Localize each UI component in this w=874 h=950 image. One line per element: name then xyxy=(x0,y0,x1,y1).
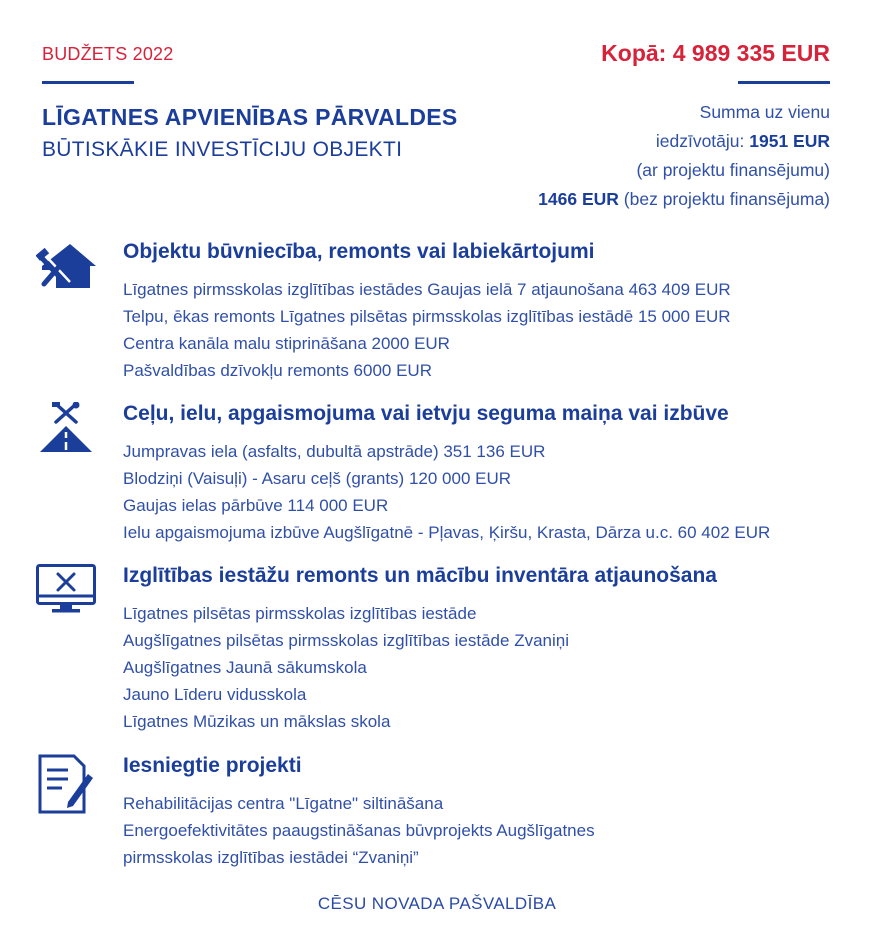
per-capita-line1: Summa uz vienu xyxy=(699,102,830,122)
header-divider-right xyxy=(738,81,830,84)
list-item: Telpu, ēkas remonts Līgatnes pilsētas pirmsskolas izglītības iestādē 15 000 EUR xyxy=(123,307,731,326)
per-capita-note: (bez projektu finansējuma) xyxy=(618,189,830,209)
list-item: Līgatnes pirmsskolas izglītības iestādes Gaujas ielā 7 atjaunošana 463 409 EUR xyxy=(123,280,731,299)
list-item: Ielu apgaismojuma izbūve Augšlīgatnē - Pļavas, Ķiršu, Krasta, Dārza u.c. 60 402 EUR xyxy=(123,523,771,542)
per-capita-with-projects: 1951 EUR xyxy=(749,131,830,151)
list-item: Blodziņi (Vaisuļi) - Asaru ceļš (grants) 120 000 EUR xyxy=(123,469,512,488)
per-capita-line2 xyxy=(410,127,830,156)
per-capita-line3: (ar projektu finansējumu) xyxy=(636,160,830,180)
section-title: Iesniegtie projekti xyxy=(123,754,302,777)
monitor-icon xyxy=(36,564,96,620)
list-item: Centra kanāla malu stiprināšana 2000 EUR xyxy=(123,334,450,353)
page-title: LĪGATNES APVIENĪBAS PĀRVALDES xyxy=(42,104,458,130)
per-capita-label: iedzīvotāju: xyxy=(655,131,750,151)
page-subtitle: BŪTISKĀKIE INVESTĪCIJU OBJEKTI xyxy=(42,138,403,161)
house-tools-icon xyxy=(36,240,96,296)
per-capita-info xyxy=(410,98,830,214)
footer-municipality: CĒSU NOVADA PAŠVALDĪBA xyxy=(317,894,557,913)
list-item: Līgatnes pilsētas pirmsskolas izglītības iestāde xyxy=(123,604,477,623)
list-item: Rehabilitācijas centra "Līgatne" siltināšana xyxy=(123,794,444,813)
list-item: Augšlīgatnes Jaunā sākumskola xyxy=(123,658,367,677)
list-item: Energoefektivitātes paaugstināšanas būvprojekts Augšlīgatnes xyxy=(123,821,595,840)
section-item-list xyxy=(123,790,595,871)
section-title: Objektu būvniecība, remonts vai labiekārtojumi xyxy=(123,240,595,263)
section-title: Ceļu, ielu, apgaismojuma vai ietvju seguma maiņa vai izbūve xyxy=(123,402,729,425)
list-item: Jauno Līderu vidusskola xyxy=(123,685,307,704)
road-tools-icon xyxy=(36,402,96,458)
section-item-list xyxy=(123,438,770,546)
list-item: Līgatnes Mūzikas un mākslas skola xyxy=(123,712,391,731)
per-capita-without-projects: 1466 EUR xyxy=(538,189,619,209)
list-item: Gaujas ielas pārbūve 114 000 EUR xyxy=(123,496,389,515)
section-item-list xyxy=(123,276,731,384)
per-capita-line4 xyxy=(410,185,830,214)
total-amount: Kopā: 4 989 335 EUR xyxy=(601,40,830,66)
budget-label: BUDŽETS 2022 xyxy=(42,44,174,64)
list-item: pirmsskolas izglītības iestādei “Zvaniņi” xyxy=(123,848,419,867)
list-item: Augšlīgatnes pilsētas pirmsskolas izglītības iestāde Zvaniņi xyxy=(123,631,569,650)
section-title: Izglītības iestāžu remonts un mācību inventāra atjaunošana xyxy=(123,564,717,587)
document-pen-icon xyxy=(36,754,96,810)
header-divider-left xyxy=(42,81,134,84)
section-item-list xyxy=(123,600,569,735)
list-item: Pašvaldības dzīvokļu remonts 6000 EUR xyxy=(123,361,432,380)
list-item: Jumpravas iela (asfalts, dubultā apstrāde) 351 136 EUR xyxy=(123,442,546,461)
